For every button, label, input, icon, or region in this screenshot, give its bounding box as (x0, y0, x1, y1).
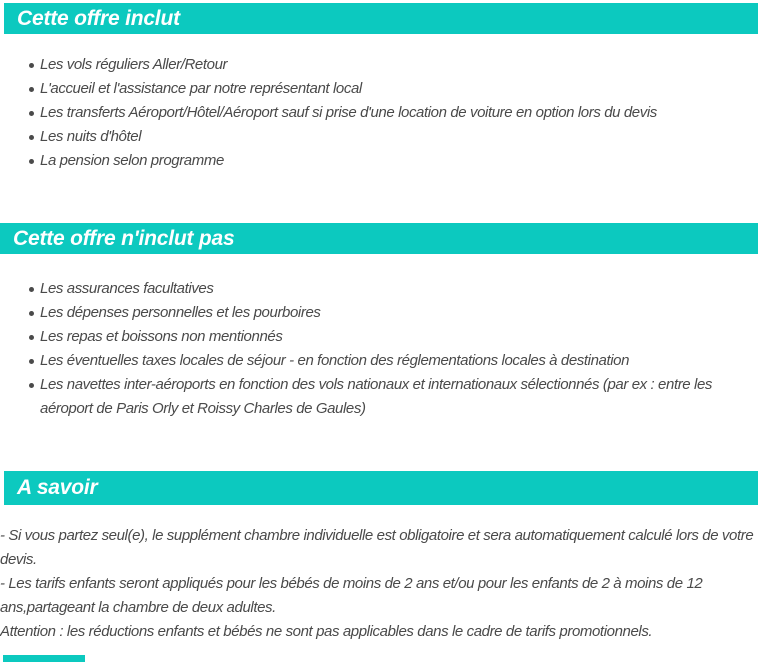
section-header-included (4, 3, 758, 34)
section-header-not-included (0, 223, 758, 254)
section-a-savoir (0, 471, 758, 644)
section-not-included (0, 223, 758, 421)
list-item: Les dépenses personnelles et les pourboires (40, 301, 744, 325)
section-title-included: Cette offre inclut (17, 6, 180, 30)
not-included-list (0, 277, 758, 421)
list-item: Les assurances facultatives (40, 277, 744, 301)
list-item: Les nuits d'hôtel (40, 125, 744, 149)
section-title-a-savoir: A savoir (17, 476, 98, 499)
list-item: Les vols réguliers Aller/Retour (40, 53, 744, 77)
list-item: La pension selon programme (40, 149, 744, 173)
section-included (0, 3, 758, 173)
section-title-not-included: Cette offre n'inclut pas (13, 226, 235, 250)
section-header-a-savoir (4, 471, 758, 505)
a-savoir-text (0, 524, 758, 644)
included-list (0, 53, 758, 173)
list-item: L'accueil et l'assistance par notre représentant local (40, 77, 744, 101)
list-item: Les repas et boissons non mentionnés (40, 325, 744, 349)
list-item: Les éventuelles taxes locales de séjour - en fonction des réglementations locales à destination (40, 349, 744, 373)
paragraph-attention: Attention : les réductions enfants et bébés ne sont pas applicables dans le cadre de tarifs promotionnels. (0, 623, 653, 640)
list-item: Les navettes inter-aéroports en fonction des vols nationaux et internationaux sélectionnés (par ex : entre les aéroport de Paris Orly et Roissy Charles de Gaules) (40, 373, 744, 421)
list-item: Les transferts Aéroport/Hôtel/Aéroport sauf si prise d'une location de voiture en option lors du devis (40, 101, 744, 125)
paragraph-child-rates: - Les tarifs enfants seront appliqués pour les bébés de moins de 2 ans et/ou pour les enfants de 2 à moins de 12 ans,partageant la chambre de deux adultes. (0, 575, 703, 616)
paragraph-single-supplement: - Si vous partez seul(e), le supplément chambre individuelle est obligatoire et sera automatiquement calculé lors de votre devis. (0, 527, 754, 568)
